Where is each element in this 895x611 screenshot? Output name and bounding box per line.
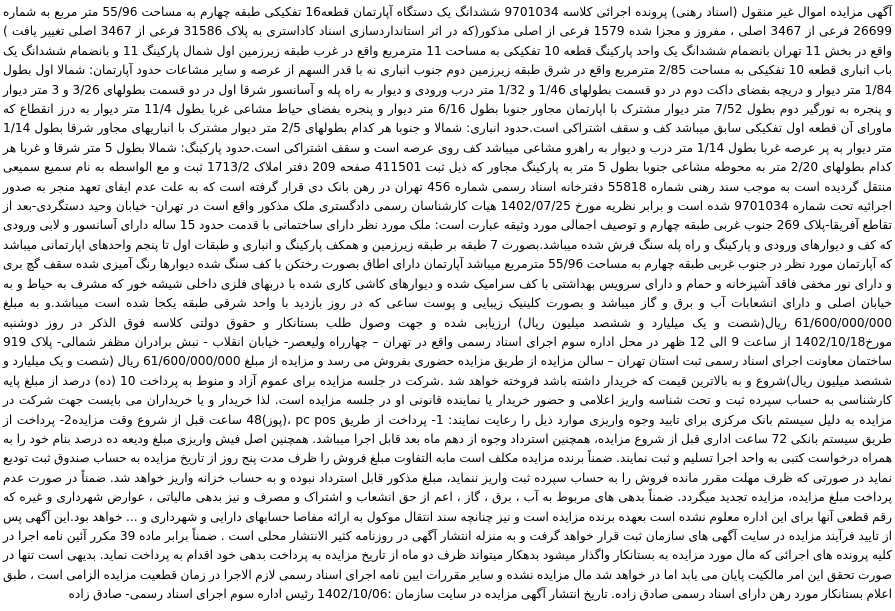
announcement-body: آگهی مزایده اموال غیر منقول (اسناد رهنی) پرونده اجرائی کلاسه 9701034 ششدانگ یک دستگاه آپارتمان قطعه16 تفکیکی طبقه چهارم به مساحت 55/96 متر مربع به شماره 26699 فرعی از 3467 اصلی ، مفروز و مجزا شده 1579 فرعی از اصلی مذکور(که در اثر استانداردسازی اسناد کاداستری به پلاک 31586 فرعی از 3467 اصلی تغییر یافت ) واقع در بخش 11 تهران بانضمام ششدانگ یک واحد پارکینگ قطعه 10 تفکیکی به مساحت 11 مترمربع واقع در غرب طبقه زیرزمین اول شمال پارکینگ 11 و بانضمام ششدانگ یک باب انباری قطعه 10 تفکیکی به مساحت 2/85 مترمربع واقع در شرق طبقه زیرزمین دوم جنوب انباری نه با قدر السهم از عرصه و سایر مشاعات حدود آپارتمان: شمالا اول بطول 1/84 متر دیوار و دریچه بفضای داکت دوم در دو قسمت بطولهای 1/46 و 1/32 متر درب ورودی و دیوار به راه پله و آسانسور شرقا اول در دو قسمت بطولهای 3/26 و 3 متر دیوار و پنجره به نورگیر دوم بطول 7/52 متر دیوار مشترک با اپارتمان مجاور جنوبا بطول 6/16 متر دیوار و پنجره بفضای حیاط مشاعی غربا بطول 11/4 متر دیوار به درز انقطاع که ماورای آن قطعه اول تفکیکی سابق میباشد کف و سقف اشتراکی است.حدود انباری: شمالا و جنوبا هر کدام بطولهای 2/5 متر دیوار مشترک با انباریهای مجاور شرقا بطول 1/14 متر دیوار به پر عرصه غربا بطول 1/14 متر درب و دیوار به راهرو مشاعی میباشد کف روی عرصه است و سقف اشتراکی است.حدود پارکینگ: شمالا بطول 5 متر شرقا و غربا هر کدام بطولهای 2/20 متر به محوطه مشاعی جنوبا بطول 5 متر به پارکینگ مجاور که ذیل ثبت 411501 صفحه 209 دفتر املاک 1713/2 ثبت و مع الواسطه به نام سمیع سمیعی منتقل گردیده است به موجب سند رهنی شماره 55818 دفترخانه اسناد رسمی شماره 456 تهران در رهن بانک دی قرار گرفته است که به علت عدم ایفای تعهد منجر به صدور اجرائیه تحت شماره 9701034 شده است و برابر نظریه مورخ 1402/07/25 هیات کارشناسان رسمی دادگستری ملک مذکور واقع است در تهران- خیابان وحید دستگردی-بعد از تقاطع آفریقا-پلاک 269 جنوب غربی طبقه چهارم و توصیف اجمالی مورد وثیقه عبارت است: ملک مورد نظر دارای ساختمانی با قدمت حدود 15 ساله دارای آسانسور و لابی ورودی که کف و دیوارهای ورودی و پارکینگ و راه پله سنگ فرش شده میباشد.بصورت 7 طبقه بر طبقه زیرزمین و همکف پارکینگ و انباری و طبقات اول تا پنجم واحدهای اپارتمانی میباشد که آپارتمان مورد نظر در جنوب غربی طبقه چهارم به مساحت 55/96 مترمربع میباشد آپارتمان دارای اطاق بصورت رختکن با کف سنگ شده دیوارها رنگ آمیزی شده سقف گچ بری و دارای نور مخفی فاقد آشپزخانه و حمام و دارای سرویس بهداشتی با کف سرامیک شده و دیوارهای کاشی کاری شده با دربهای فلزی داخلی شیشه خور که مشرف به حیاط و به خیابان اصلی و دارای انشعابات آب و برق و گاز میباشد و بصورت کلینیک زیبایی و پوست ساعی که در روز بازدید با واحد شرقی طبقه یکجا شده است میباشد.و به مبلغ 61/600/000/000 ریال(شصت و یک میلیارد و ششصد میلیون ریال) ارزیابی شده و جهت وصول طلب بستانکار و حقوق دولتی کلاسه فوق الذکر در روز دوشنبه مورخ1402/10/18 از ساعت 9 الی 12 ظهر در محل اداره سوم اجرای اسناد رسمی واقع در تهران – چهارراه ولیعصر- خیابان انقلاب - نبش برادران مظفر شمالی- پلاک 919 ساختمان معاونت اجرای اسناد رسمی ثبت استان تهران – سالن مزایده از طریق مزایده حضوری بفروش می رسد و مزایده از مبلغ 61/600/000/000 ریال (شصت و یک میلیارد و ششصد میلیون ریال)شروع و به بالاترین قیمت که خریدار داشته باشد فروخته خواهد شد .شرکت در جلسه مزایده برای عموم آزاد و منوط به پرداخت 10 (ده) درصد از مبلغ پایه کارشناسی به حساب سپرده ثبت و تحت شناسه واریز اعلامی و حضور خریدار یا نماینده قانونی او در جلسه مزایده است. لذا خریدار و یا خریداران می بایست جهت شرکت در مزایده به دلیل سیستم بانک مرکزی برای تایید وجوه واریزی موارد ذیل را رعایت نمایند: 1- پرداخت از طریق pc pos ،(پوز)48 ساعت قبل از شروع وقت مزایده2- پرداخت از طریق سیستم بانکی 72 ساعت اداری قبل از شروع مزایده، همچنین استرداد وجوه از دهم ماه بعد قابل اجرا میباشد. همچنین اصل فیش واریزی مبلغ ودیعه ده درصد بنام خود را به همراه درخواست کتبی به واحد اجرا تسلیم و ثبت نمایند. ضمناً برنده مزایده مکلف است مابه التفاوت مبلغ فروش را ظرف مدت پنج روز از تاریخ مزایده به حساب صندوق ثبت تودیع نماید در صورتی که ظرف مهلت مقرر مانده فروش را به حساب سپرده ثبت واریز ننماید، مبلغ مذکور قابل استرداد نبوده و به حساب خزانه واریز خواهد شد. ضمناً در صورت عدم پرداخت مبلغ مزایده، مزایده تجدید میگردد. ضمناً بدهی های مربوط به آب ، برق ، گاز ، اعم از حق انشعاب و اشتراک و مصرف و نیز بدهی مالیاتی ، عوارض شهرداری و غیره که رقم قطعی آنها برای این اداره معلوم نشده است بعهده برنده مزایده است و نیز چنانچه سند انتقال موکول به ارائه مفاصا حسابهای دارایی و شهرداری و ... خواهد بود.این آگهی پس از تایید فرآیند مزایده در سایت آگهی های سازمان ثبت قرار خواهد گرفت و به منزله انتشار آگهی در روزنامه کثیر الانتشار محلی است . ضمناً برابر ماده 39 مکرر آئین نامه اجرا در کلیه پرونده های اجرائی که مال مورد مزایده به بستانکار واگذار میشود بدهکار میتواند ظرف دو ماه از تاریخ مزایده به پرداخت بدهی خود اقدام به پرداخت نماید. بدیهی است تنها در صورت تحقق این امر مالکیت پایان می یابد اما در خواهد شد مال مزایده نشده و سایر مقررات ایین نامه اجرای اسناد رسمی لازم الاجرا در زمان قطعیت مزایده الزامی است ، طبق اعلام بستانکار مورد رهن دارای اسناد رسمی صادق زاده. (3, 5, 893, 602)
auction-announcement-text (3, 3, 892, 605)
announcement-footer: تاریخ انتشار آگهی مزایده در سایت سازمان :1402/10/06 رئیس اداره سوم اجرای اسناد رسمی- صادق زاده (68, 587, 608, 602)
